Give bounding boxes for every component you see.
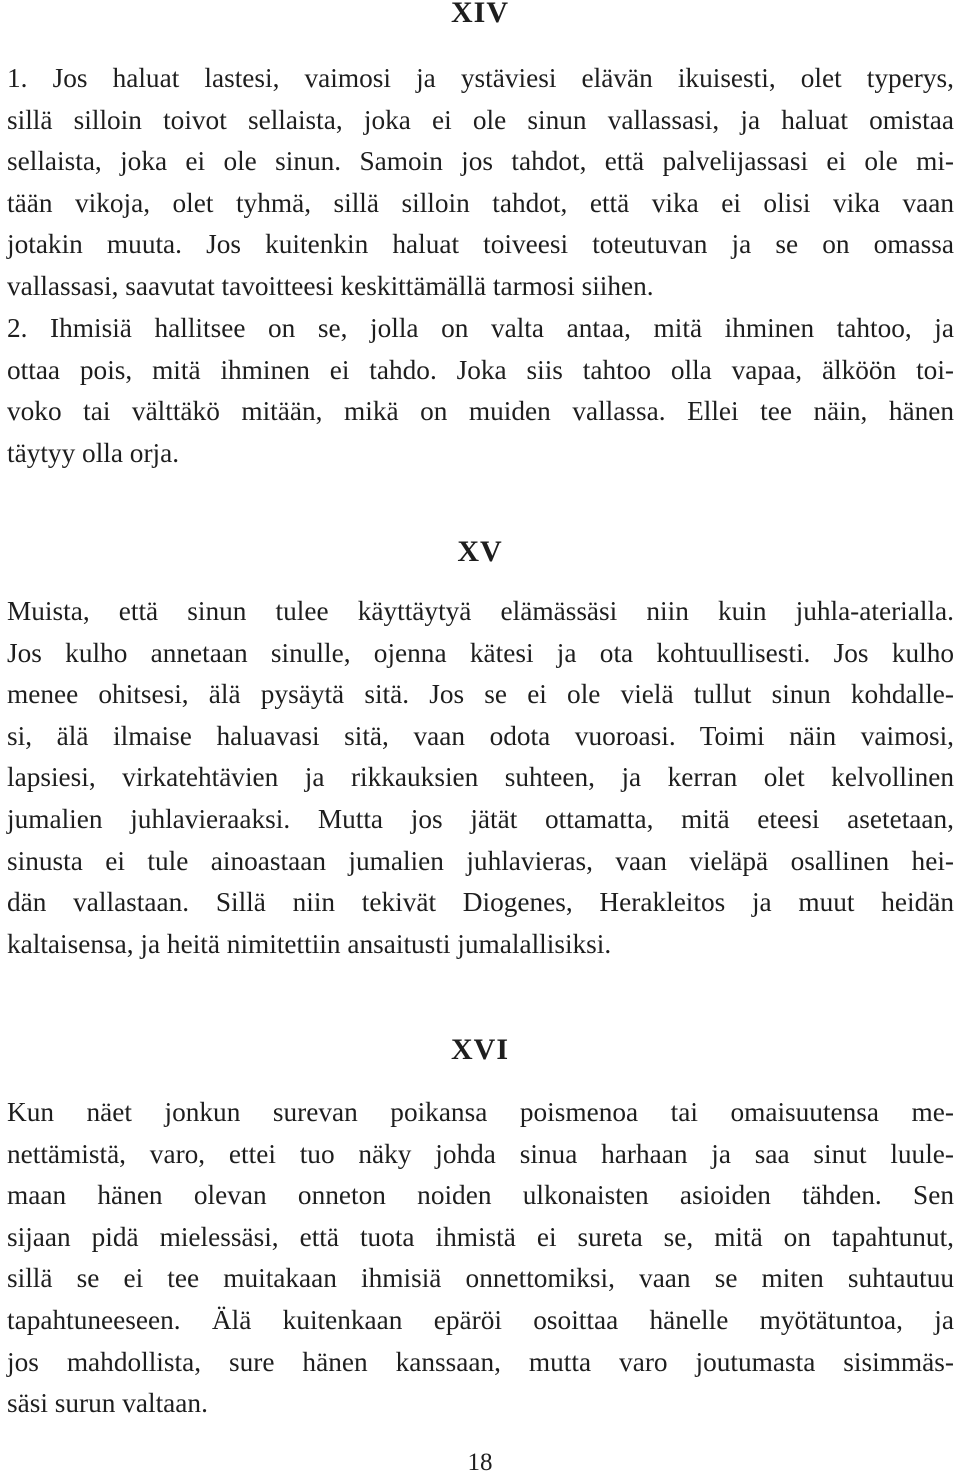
section-xv-paragraph xyxy=(7,591,954,965)
text-line: Muista, että sinun tulee käyttäytyä elämässäsi niin kuin juhla-aterialla. xyxy=(7,596,954,626)
text-line: dän vallastaan. Sillä niin tekivät Diogenes, Herakleitos ja muut heidän xyxy=(7,887,954,918)
text-line: 1. Jos haluat lastesi, vaimosi ja ystäviesi elävän ikuisesti, olet typerys, xyxy=(7,63,954,93)
text-line: nettämistä, varo, ettei tuo näky johda sinua harhaan ja saa sinut luule- xyxy=(7,1138,954,1169)
text-line: jumalien juhlavieraaksi. Mutta jos jätät ottamatta, mitä eteesi asetetaan, xyxy=(7,803,954,834)
text-line: si, älä ilmaise haluavasi sitä, vaan odota vuoroasi. Toimi näin vaimosi, xyxy=(7,720,954,751)
text-line: Kun näet jonkun surevan poikansa poismenoa tai omaisuutensa me- xyxy=(7,1097,954,1127)
section-heading-xv: XV xyxy=(457,535,503,568)
text-line: sellaista, joka ei ole sinun. Samoin jos tahdot, että palvelijassasi ei ole mi- xyxy=(7,146,954,177)
text-line: menee ohitsesi, älä pysäytä sitä. Jos se ei ole vielä tullut sinun kohdalle- xyxy=(7,679,954,710)
text-line: tään vikoja, olet tyhmä, sillä silloin tahdot, että vika ei olisi vika vaan xyxy=(7,187,954,218)
text-line: 2. Ihmisiä hallitsee on se, jolla on valta antaa, mitä ihminen tahtoo, ja xyxy=(7,313,954,343)
text-line: sillä se ei tee muitakaan ihmisiä onnettomiksi, vaan se miten suhtautuu xyxy=(7,1263,954,1294)
section-xiv-paragraph-2 xyxy=(7,308,954,474)
section-heading-xvi: XVI xyxy=(450,1033,509,1066)
text-line: sillä silloin toivot sellaista, joka ei ole sinun vallassasi, ja haluat omistaa xyxy=(7,104,954,135)
text-line: voko tai välttäkö mitään, mikä on muiden vallassa. Ellei tee näin, hänen xyxy=(7,396,954,427)
text-line: sinusta ei tule ainoastaan jumalien juhlavieras, vaan vieläpä osallinen hei- xyxy=(7,845,954,876)
text-line: lapsiesi, virkatehtävien ja rikkauksien suhteen, ja kerran olet kelvollinen xyxy=(7,762,954,793)
text-line: kaltaisensa, ja heitä nimitettiin ansaitusti jumalallisiksi. xyxy=(7,928,612,959)
text-line: tapahtuneeseen. Älä kuitenkaan epäröi osoittaa hänelle myötätuntoa, ja xyxy=(7,1304,954,1335)
text-line: maan hänen olevan onneton noiden ulkonaisten asioiden tähden. Sen xyxy=(7,1180,954,1211)
text-line: täytyy olla orja. xyxy=(7,437,180,468)
page-number: 18 xyxy=(467,1449,493,1476)
section-heading-xiv: XIV xyxy=(450,0,509,29)
section-xvi-paragraph xyxy=(7,1092,954,1425)
text-line: säsi surun valtaan. xyxy=(7,1388,208,1419)
text-line: vallassasi, saavutat tavoitteesi keskittämällä tarmosi siihen. xyxy=(7,270,654,301)
text-line: jos mahdollista, sure hänen kanssaan, mutta varo joutumasta sisimmäs- xyxy=(7,1346,954,1377)
text-line: jotakin muuta. Jos kuitenkin haluat toiveesi toteutuvan ja se on omassa xyxy=(7,229,954,260)
section-xiv-paragraph-1 xyxy=(7,58,954,308)
text-line: sijaan pidä mielessäsi, että tuota ihmistä ei sureta se, mitä on tapahtunut, xyxy=(7,1221,954,1252)
text-line: Jos kulho annetaan sinulle, ojenna kätesi ja ota kohtuullisesti. Jos kulho xyxy=(7,637,954,668)
text-line: ottaa pois, mitä ihminen ei tahdo. Joka siis tahtoo olla vapaa, älköön toi- xyxy=(7,354,954,385)
